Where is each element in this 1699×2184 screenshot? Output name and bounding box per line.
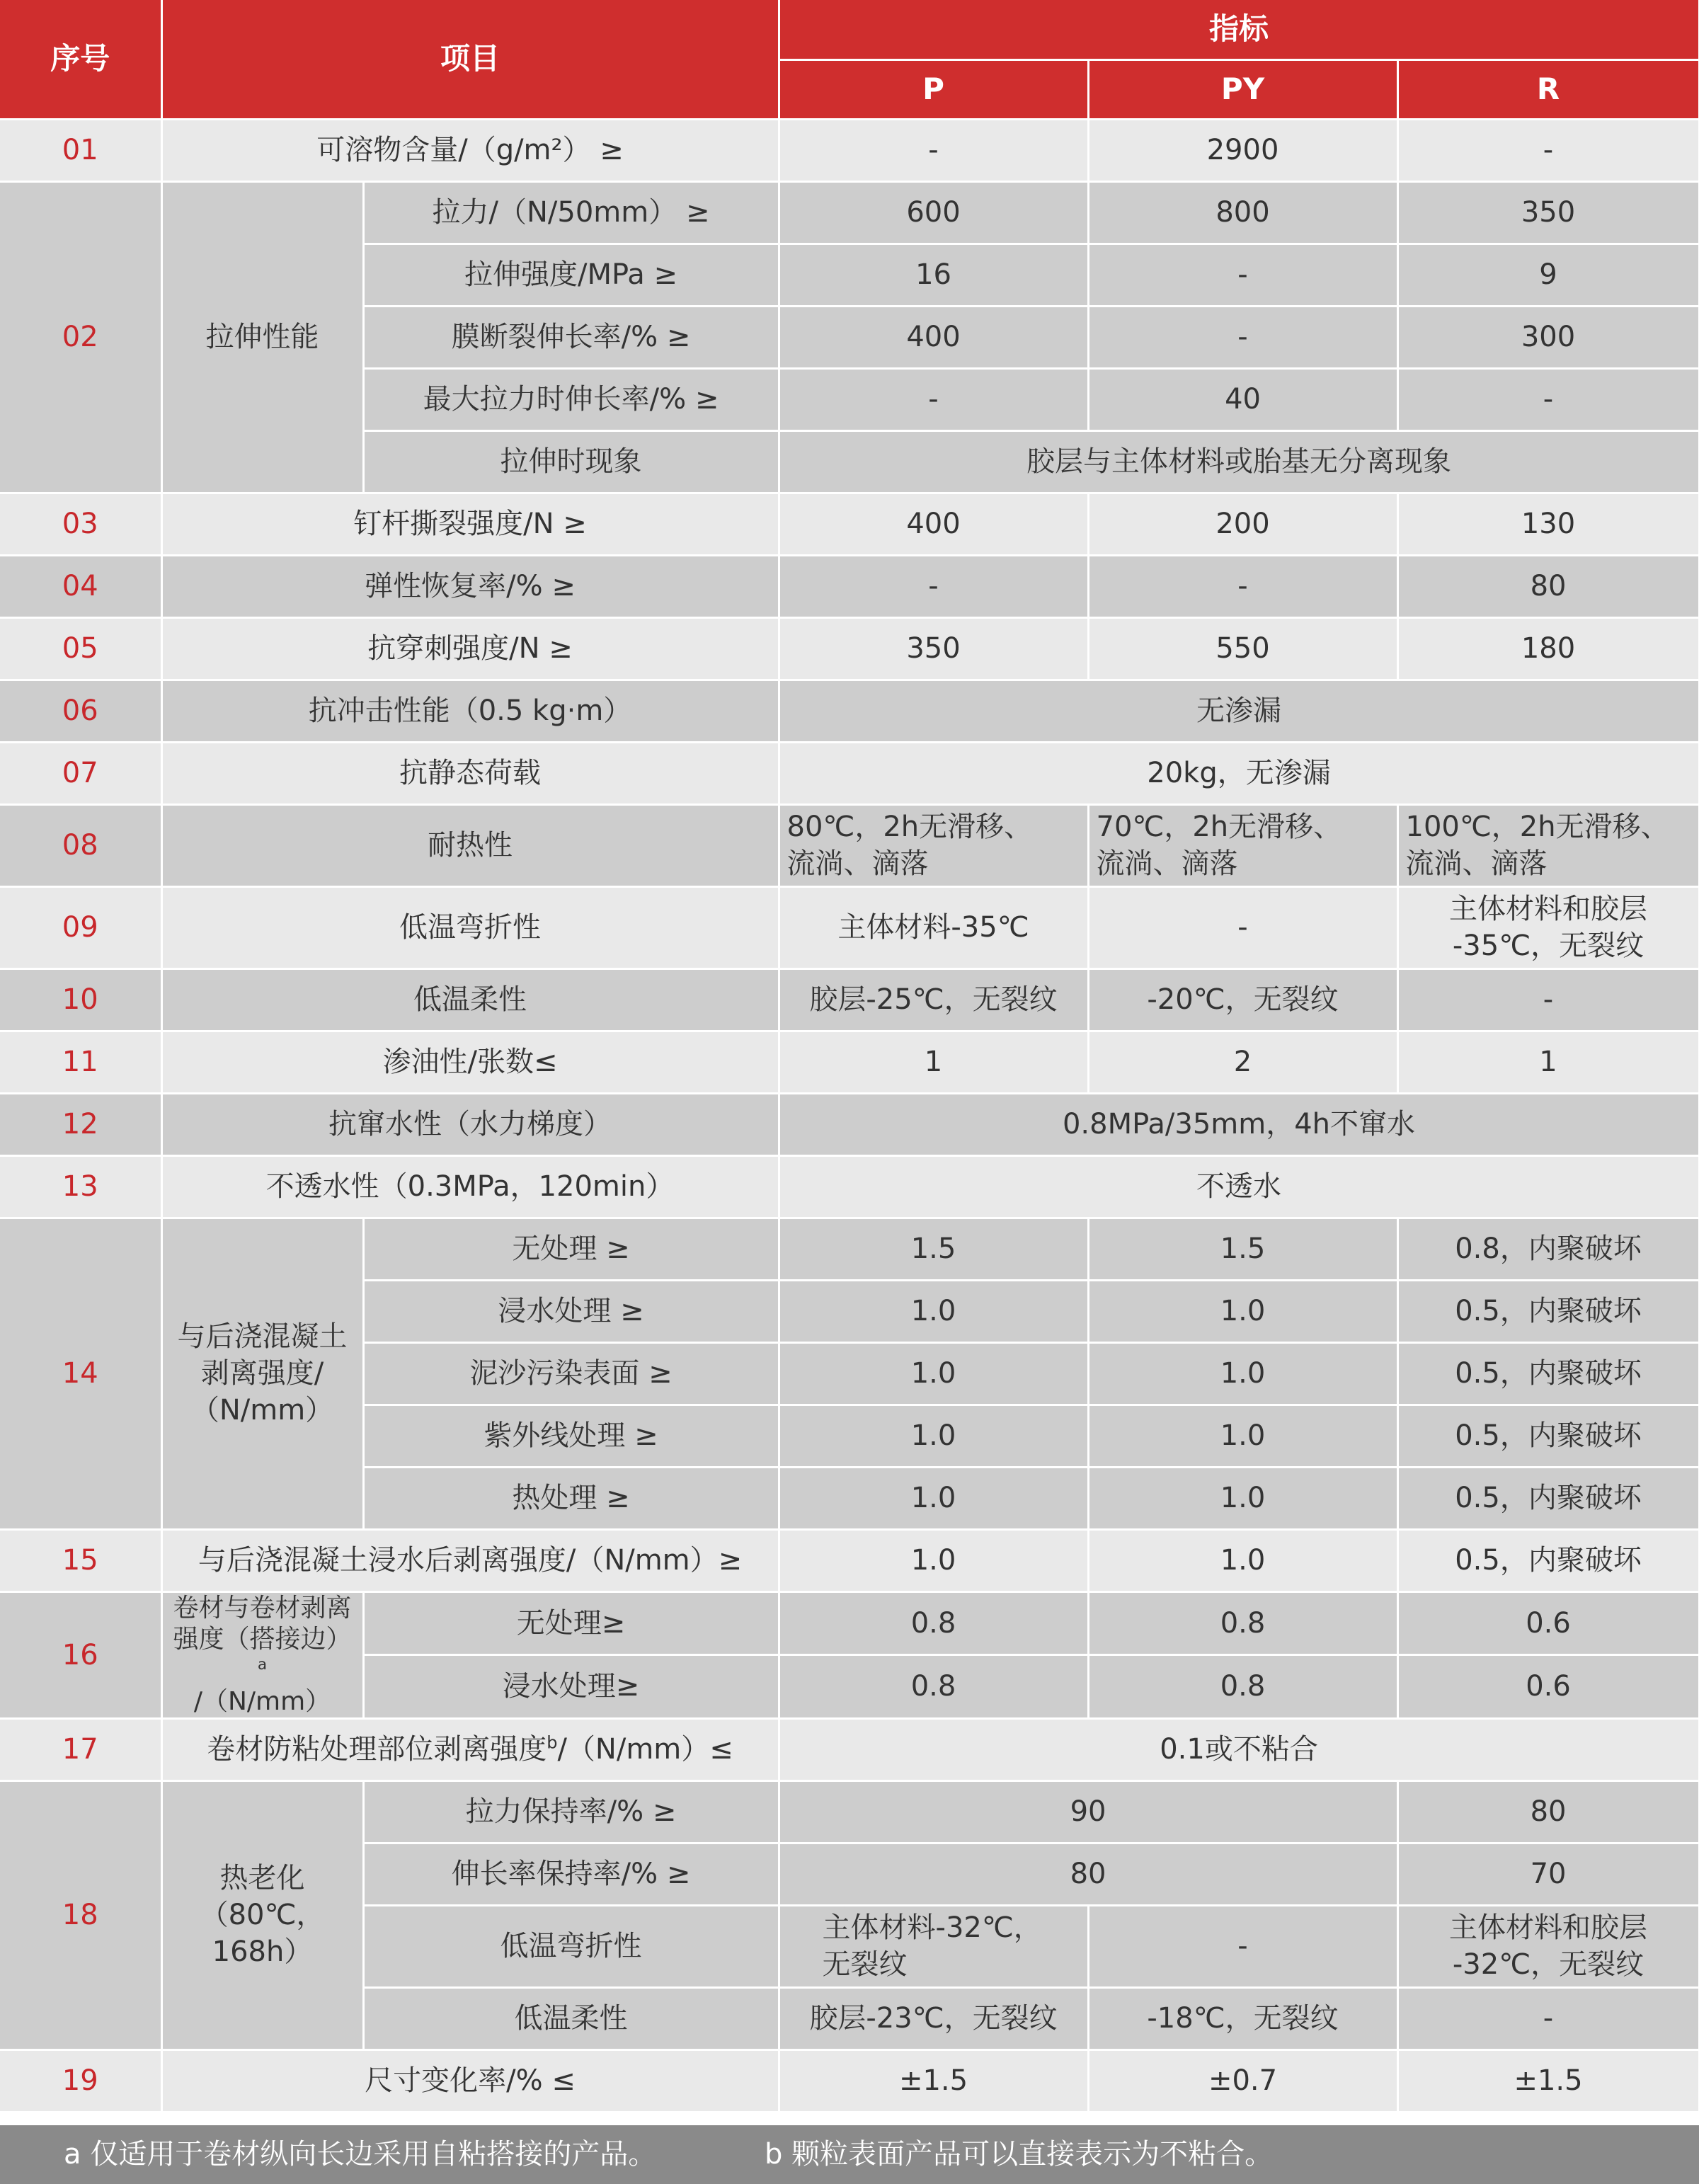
cell-py: - — [1088, 886, 1397, 968]
row-subitem: 低温柔性 — [363, 1987, 779, 2049]
cell-py: - — [1088, 306, 1397, 368]
cell-r: 0.5，内聚破坏 — [1397, 1529, 1699, 1591]
row-seq: 17 — [0, 1718, 161, 1780]
row-item: 低温柔性 — [161, 968, 779, 1031]
row-item — [161, 1718, 779, 1780]
row-seq: 12 — [0, 1093, 161, 1155]
table-row — [0, 804, 1699, 886]
cell-r: 350 — [1397, 181, 1699, 244]
table-row — [0, 119, 1699, 181]
row-subitem: 拉力/（N/50mm） ≥ — [363, 181, 779, 244]
group-line: 剥离强度/ — [200, 1357, 324, 1390]
cell-r — [1397, 804, 1699, 886]
row-seq: 16 — [0, 1591, 161, 1718]
cell-r: 0.6 — [1397, 1655, 1699, 1719]
cell-py: ±0.7 — [1088, 2049, 1397, 2112]
table-row — [0, 1031, 1699, 1093]
row-item: 耐热性 — [161, 804, 779, 886]
header-col-p: P — [779, 59, 1088, 119]
cell-r: - — [1397, 1987, 1699, 2049]
cell-p: 1.5 — [779, 1218, 1088, 1280]
row-seq: 06 — [0, 680, 161, 742]
row-item: 渗油性/张数≤ — [161, 1031, 779, 1093]
row-subitem: 热处理 ≥ — [363, 1467, 779, 1529]
cell-r: 1 — [1397, 1031, 1699, 1093]
cell-p-py: 80 — [779, 1843, 1397, 1905]
cell-line: 80℃，2h无滑移、 — [786, 811, 1033, 843]
cell-py: 0.8 — [1088, 1591, 1397, 1655]
row-seq: 19 — [0, 2049, 161, 2112]
row-subitem: 浸水处理 ≥ — [363, 1280, 779, 1342]
row-seq: 14 — [0, 1218, 161, 1529]
cell-p: 16 — [779, 244, 1088, 306]
cell-py: 0.8 — [1088, 1655, 1397, 1719]
footnote-b: b 颗粒表面产品可以直接表示为不粘合。 — [765, 2138, 1274, 2171]
group-line: 卷材与卷材剥离 — [173, 1593, 352, 1623]
row-group — [161, 1218, 363, 1529]
cell-line: 流淌、滴落 — [786, 847, 929, 880]
row-seq: 15 — [0, 1529, 161, 1591]
cell-p — [779, 804, 1088, 886]
cell-p: 1.0 — [779, 1529, 1088, 1591]
header-col-r: R — [1397, 59, 1699, 119]
row-seq: 02 — [0, 181, 161, 493]
row-subitem: 无处理≥ — [363, 1591, 779, 1655]
cell-p: 1 — [779, 1031, 1088, 1093]
cell-line: 主体材料和胶层 — [1449, 1911, 1648, 1944]
group-line: （N/mm） — [190, 1394, 334, 1427]
row-seq: 09 — [0, 886, 161, 968]
row-seq: 18 — [0, 1780, 161, 2049]
cell-py: 1.0 — [1088, 1280, 1397, 1342]
cell-p: 0.8 — [779, 1591, 1088, 1655]
row-item: 抗静态荷载 — [161, 742, 779, 804]
cell-r: 0.5，内聚破坏 — [1397, 1405, 1699, 1467]
row-seq: 05 — [0, 617, 161, 680]
row-seq: 08 — [0, 804, 161, 886]
cell-p: 1.0 — [779, 1405, 1088, 1467]
cell-py: 2900 — [1088, 119, 1397, 181]
cell-r: 0.8，内聚破坏 — [1397, 1218, 1699, 1280]
cell-r: 130 — [1397, 493, 1699, 555]
row-subitem: 拉伸时现象 — [363, 430, 779, 493]
row-subitem: 低温弯折性 — [363, 1905, 779, 1987]
cell-merged: 0.8MPa/35mm，4h不窜水 — [779, 1093, 1699, 1155]
cell-line: 流淌、滴落 — [1405, 847, 1548, 880]
row-subitem: 最大拉力时伸长率/% ≥ — [363, 368, 779, 430]
cell-p: 1.0 — [779, 1342, 1088, 1405]
row-subitem: 伸长率保持率/% ≥ — [363, 1843, 779, 1905]
table-row — [0, 1529, 1699, 1591]
cell-py: 1.0 — [1088, 1342, 1397, 1405]
cell-r: 180 — [1397, 617, 1699, 680]
cell-p: - — [779, 368, 1088, 430]
cell-py — [1088, 804, 1397, 886]
cell-r: 0.5，内聚破坏 — [1397, 1467, 1699, 1529]
table-row — [0, 1218, 1699, 1280]
row-subitem: 拉力保持率/% ≥ — [363, 1780, 779, 1843]
cell-py: - — [1088, 555, 1397, 617]
cell-line: 主体材料和胶层 — [1449, 893, 1648, 925]
cell-r: - — [1397, 368, 1699, 430]
table-row — [0, 1155, 1699, 1218]
cell-r: ±1.5 — [1397, 2049, 1699, 2112]
cell-p: 胶层-25℃，无裂纹 — [779, 968, 1088, 1031]
cell-py: 200 — [1088, 493, 1397, 555]
cell-py: 1.5 — [1088, 1218, 1397, 1280]
row-seq: 13 — [0, 1155, 161, 1218]
row-seq: 03 — [0, 493, 161, 555]
cell-py: 1.0 — [1088, 1405, 1397, 1467]
header-indicator: 指标 — [779, 0, 1699, 59]
group-line: /（N/mm） — [193, 1686, 331, 1716]
row-item: 抗冲击性能（0.5 kg·m） — [161, 680, 779, 742]
cell-line: 流淌、滴落 — [1096, 847, 1238, 880]
cell-r: 80 — [1397, 555, 1699, 617]
row-item: 不透水性（0.3MPa，120min） — [161, 1155, 779, 1218]
cell-p: ±1.5 — [779, 2049, 1088, 2112]
cell-p: 1.0 — [779, 1280, 1088, 1342]
row-seq: 10 — [0, 968, 161, 1031]
cell-py: 800 — [1088, 181, 1397, 244]
cell-r: 80 — [1397, 1780, 1699, 1843]
cell-p: 400 — [779, 306, 1088, 368]
cell-r: 70 — [1397, 1843, 1699, 1905]
row-subitem: 泥沙污染表面 ≥ — [363, 1342, 779, 1405]
table-row — [0, 1093, 1699, 1155]
cell-p: 350 — [779, 617, 1088, 680]
row-seq: 04 — [0, 555, 161, 617]
cell-line: 100℃，2h无滑移、 — [1405, 811, 1669, 843]
footnote-a: a 仅适用于卷材纵向长边采用自粘搭接的产品。 — [64, 2138, 657, 2171]
cell-py: 1.0 — [1088, 1467, 1397, 1529]
row-subitem: 拉伸强度/MPa ≥ — [363, 244, 779, 306]
cell-line: -35℃，无裂纹 — [1452, 930, 1644, 962]
cell-merged: 胶层与主体材料或胎基无分离现象 — [779, 430, 1699, 493]
cell-r: 0.5，内聚破坏 — [1397, 1280, 1699, 1342]
cell-p: 0.8 — [779, 1655, 1088, 1719]
cell-p: 胶层-23℃，无裂纹 — [779, 1987, 1088, 2049]
cell-p: - — [779, 119, 1088, 181]
footnote-mark-b: b — [547, 1732, 558, 1753]
cell-merged: 20kg，无渗漏 — [779, 742, 1699, 804]
row-seq: 01 — [0, 119, 161, 181]
row-seq: 07 — [0, 742, 161, 804]
row-subitem: 紫外线处理 ≥ — [363, 1405, 779, 1467]
row-group — [161, 1780, 363, 2049]
table-row — [0, 742, 1699, 804]
cell-p: - — [779, 555, 1088, 617]
cell-p: 400 — [779, 493, 1088, 555]
group-line: （80℃， — [200, 1899, 325, 1931]
row-item-text: 卷材防粘处理部位剥离强度 — [207, 1733, 547, 1766]
cell-line: -32℃，无裂纹 — [1452, 1948, 1644, 1981]
cell-p-py: 90 — [779, 1780, 1397, 1843]
group-line-text: 强度（搭接边） — [173, 1624, 352, 1654]
table-row — [0, 680, 1699, 742]
cell-py: -18℃，无裂纹 — [1088, 1987, 1397, 2049]
table-row — [0, 1591, 1699, 1655]
cell-merged: 0.1或不粘合 — [779, 1718, 1699, 1780]
group-line: 168h） — [212, 1936, 313, 1968]
row-item: 钉杆撕裂强度/N ≥ — [161, 493, 779, 555]
cell-r: 0.6 — [1397, 1591, 1699, 1655]
row-item: 尺寸变化率/% ≤ — [161, 2049, 779, 2112]
cell-p: 主体材料-35℃ — [779, 886, 1088, 968]
cell-py: 1.0 — [1088, 1529, 1397, 1591]
row-item: 弹性恢复率/% ≥ — [161, 555, 779, 617]
row-item: 抗窜水性（水力梯度） — [161, 1093, 779, 1155]
table-row — [0, 886, 1699, 968]
header-seq: 序号 — [0, 0, 161, 119]
row-item: 与后浇混凝土浸水后剥离强度/（N/mm）≥ — [161, 1529, 779, 1591]
table-row — [0, 968, 1699, 1031]
cell-p: 600 — [779, 181, 1088, 244]
header-item: 项目 — [161, 0, 779, 119]
cell-py: 550 — [1088, 617, 1397, 680]
group-line: 热老化 — [219, 1862, 305, 1894]
group-line: 与后浇混凝土 — [177, 1320, 348, 1353]
table-row — [0, 1780, 1699, 1843]
header-col-py: PY — [1088, 59, 1397, 119]
table-row — [0, 493, 1699, 555]
cell-py: - — [1088, 244, 1397, 306]
table-row — [0, 2049, 1699, 2112]
cell-py: - — [1088, 1905, 1397, 1987]
cell-r: 0.5，内聚破坏 — [1397, 1342, 1699, 1405]
cell-py: 2 — [1088, 1031, 1397, 1093]
row-subitem: 膜断裂伸长率/% ≥ — [363, 306, 779, 368]
table-row — [0, 617, 1699, 680]
cell-p — [779, 1905, 1088, 1987]
cell-merged: 不透水 — [779, 1155, 1699, 1218]
table-row — [0, 1718, 1699, 1780]
row-seq: 11 — [0, 1031, 161, 1093]
row-item-text: /（N/mm）≤ — [557, 1733, 733, 1766]
cell-r — [1397, 1905, 1699, 1987]
row-group: 拉伸性能 — [161, 181, 363, 493]
cell-py: 40 — [1088, 368, 1397, 430]
cell-r: - — [1397, 119, 1699, 181]
cell-p: 1.0 — [779, 1467, 1088, 1529]
row-item: 抗穿刺强度/N ≥ — [161, 617, 779, 680]
cell-merged: 无渗漏 — [779, 680, 1699, 742]
row-group — [161, 1591, 363, 1718]
row-item: 可溶物含量/（g/m²） ≥ — [161, 119, 779, 181]
table-row — [0, 181, 1699, 244]
cell-r: 300 — [1397, 306, 1699, 368]
row-subitem: 浸水处理≥ — [363, 1655, 779, 1719]
footnote-mark-a: a — [257, 1655, 268, 1674]
cell-line: 无裂纹 — [822, 1948, 908, 1981]
cell-r — [1397, 886, 1699, 968]
cell-r: 9 — [1397, 244, 1699, 306]
cell-r: - — [1397, 968, 1699, 1031]
row-subitem: 无处理 ≥ — [363, 1218, 779, 1280]
cell-py: -20℃，无裂纹 — [1088, 968, 1397, 1031]
cell-line: 主体材料-32℃， — [822, 1911, 1042, 1944]
cell-line: 70℃，2h无滑移、 — [1096, 811, 1342, 843]
footnotes-bar — [0, 2125, 1699, 2184]
table-row — [0, 555, 1699, 617]
group-line — [170, 1624, 355, 1686]
row-item: 低温弯折性 — [161, 886, 779, 968]
